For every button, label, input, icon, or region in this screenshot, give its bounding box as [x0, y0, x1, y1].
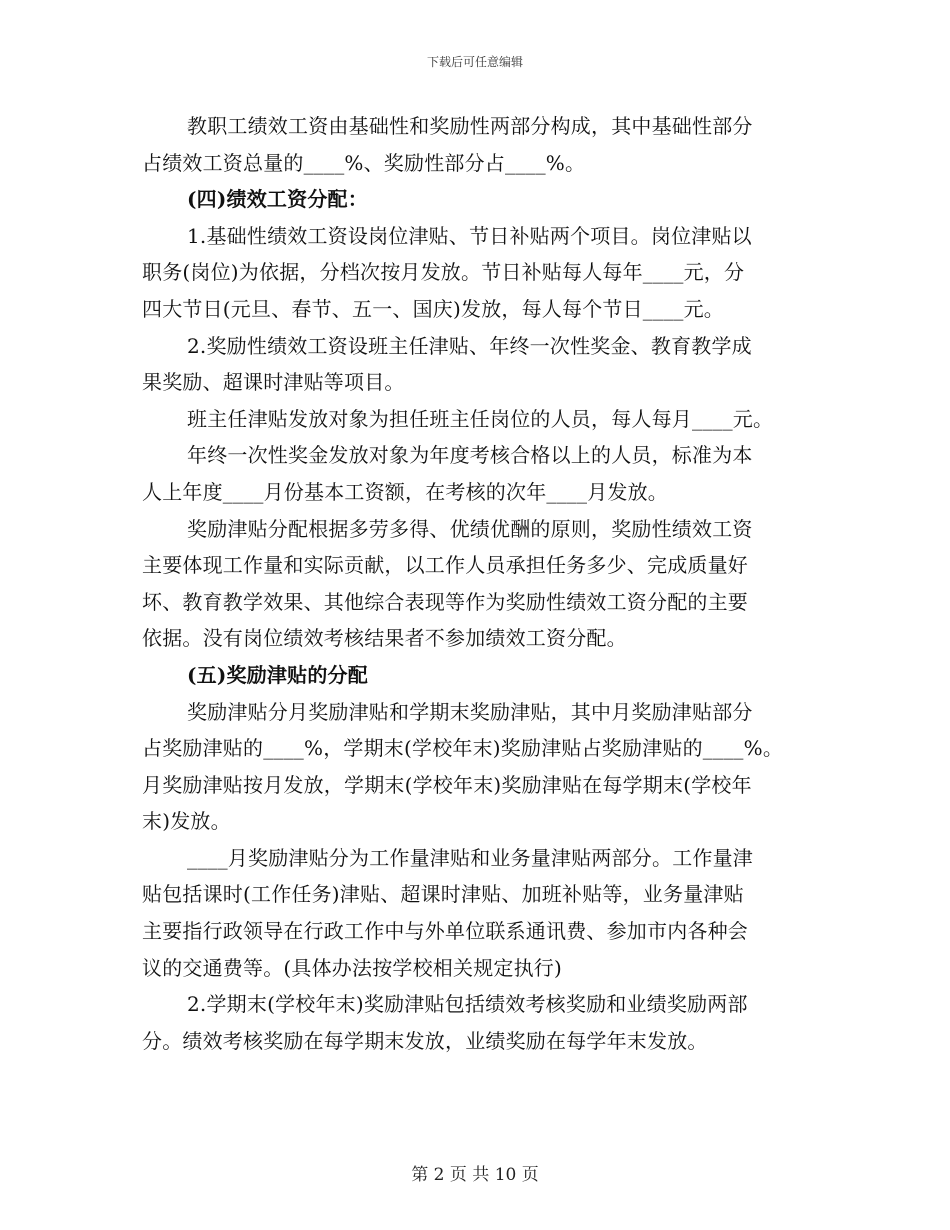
paragraph-line: 1.基础性绩效工资设岗位津贴、节日补贴两个项目。岗位津贴以 [187, 223, 752, 248]
paragraph-line: 班主任津贴发放对象为担任班主任岗位的人员，每人每月____元。 [187, 406, 774, 431]
section-heading: (四)绩效工资分配： [187, 187, 368, 212]
paragraph-line: 年终一次性奖金发放对象为年度考核合格以上的人员，标准为本 [187, 443, 753, 468]
paragraph-line: 主要指行政领导在行政工作中与外单位联系通讯费、参加市内各种会 [142, 919, 748, 944]
paragraph-line: 议的交通费等。(具体办法按学校相关规定执行) [142, 955, 563, 980]
paragraph-line: 果奖励、超课时津贴等项目。 [142, 370, 405, 395]
paragraph-line: 依据。没有岗位绩效考核结果者不参加绩效工资分配。 [142, 626, 627, 651]
page-number: 第 2 页 共 10 页 [411, 1165, 539, 1185]
paragraph-line: 贴包括课时(工作任务)津贴、超课时津贴、加班补贴等，业务量津贴 [142, 882, 744, 907]
paragraph-line: 职务(岗位)为依据，分档次按月发放。节日补贴每人每年____元，分 [142, 260, 745, 285]
section-heading: (五)奖励津贴的分配 [187, 662, 368, 687]
paragraph-line: 月奖励津贴按月发放，学期末(学校年末)奖励津贴在每学期末(学校年 [142, 772, 752, 797]
document-body [142, 108, 822, 1059]
paragraph-line: 2.奖励性绩效工资设班主任津贴、年终一次性奖金、教育教学成 [187, 333, 752, 358]
paragraph-line: 分。绩效考核奖励在每学期末发放，业绩奖励在每学年末发放。 [142, 1028, 708, 1053]
paragraph-line: 教职工绩效工资由基础性和奖励性两部分构成，其中基础性部分 [187, 114, 753, 138]
paragraph-line: 四大节日(元旦、春节、五一、国庆)发放，每人每个节日____元。 [142, 296, 725, 321]
paragraph-line: 占奖励津贴的____%，学期末(学校年末)奖励津贴占奖励津贴的____%。 [142, 736, 784, 761]
paragraph-line: 奖励津贴分月奖励津贴和学期末奖励津贴，其中月奖励津贴部分 [187, 699, 753, 724]
paragraph-line: 2.学期末(学校年末)奖励津贴包括绩效考核奖励和业绩奖励两部 [187, 992, 748, 1017]
paragraph-line: 人上年度____月份基本工资额，在考核的次年____月发放。 [142, 479, 668, 504]
paragraph-line: 末)发放。 [142, 809, 231, 834]
paragraph-line: 坏、教育教学效果、其他综合表现等作为奖励性绩效工资分配的主要 [142, 589, 748, 614]
page-header-note: 下载后可任意编辑 [426, 55, 523, 69]
paragraph-line: 主要体现工作量和实际贡献，以工作人员承担任务多少、完成质量好 [142, 553, 748, 578]
paragraph-line: 占绩效工资总量的____%、奖励性部分占____%。 [142, 150, 586, 175]
paragraph-line: ____月奖励津贴分为工作量津贴和业务量津贴两部分。工作量津 [187, 845, 753, 870]
paragraph-line: 奖励津贴分配根据多劳多得、优绩优酬的原则，奖励性绩效工资 [187, 516, 753, 541]
